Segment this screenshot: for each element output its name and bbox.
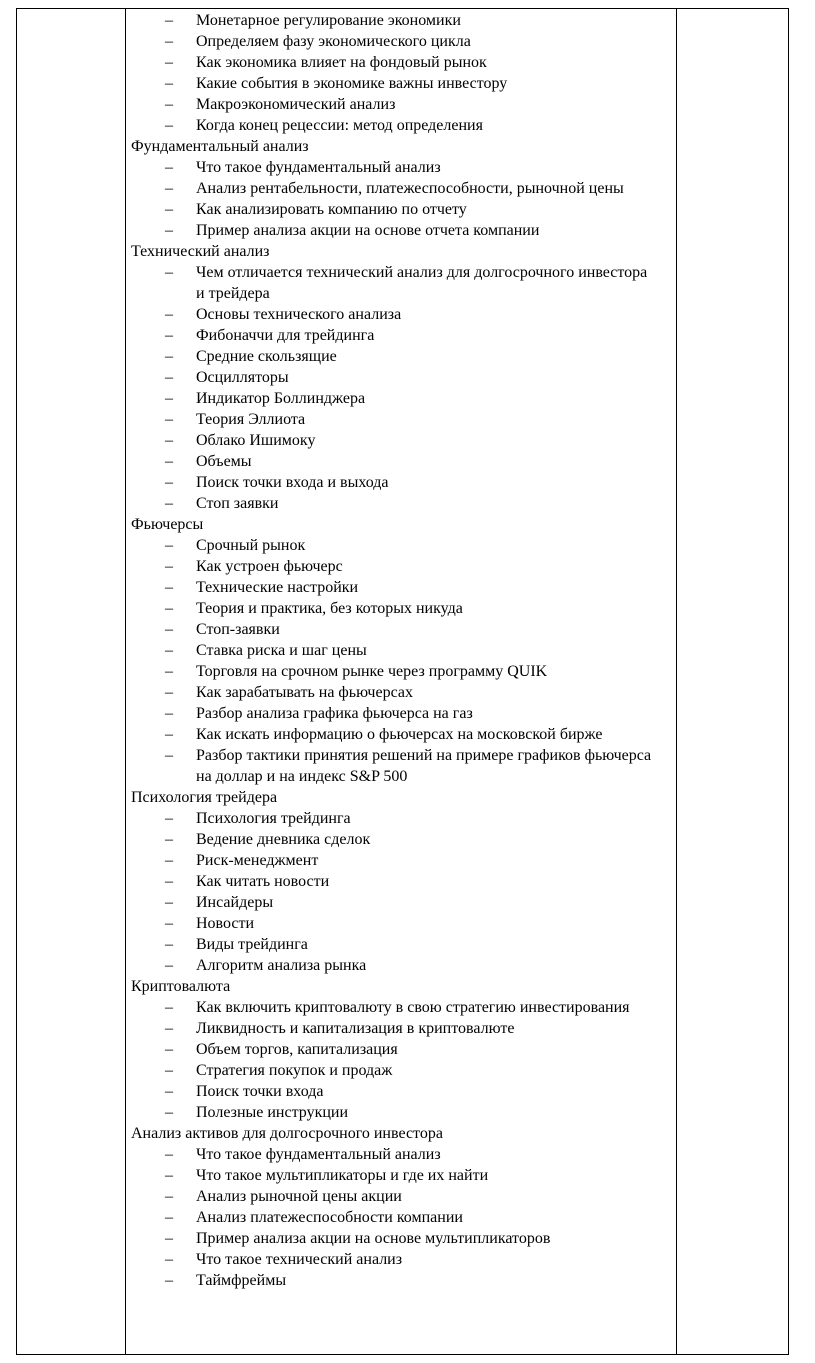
list-item-text: Ликвидность и капитализация в криптовалюте (196, 1020, 515, 1037)
list-item-text: Пример анализа акции на основе мультипликаторов (196, 1230, 551, 1247)
list-item (131, 934, 676, 955)
dash-bullet: – (165, 348, 173, 365)
list-item-text: Срочный рынок (196, 537, 306, 554)
list-item-text: Фибоначчи для трейдинга (196, 327, 375, 344)
list-item-text: Психология трейдинга (196, 810, 351, 827)
dash-bullet: – (165, 264, 173, 281)
list-item (131, 472, 676, 493)
list-item (131, 1102, 676, 1123)
dash-bullet: – (165, 831, 173, 848)
dash-bullet: – (165, 1209, 173, 1226)
list-item (131, 1270, 676, 1291)
list-item-text: Ставка риска и шаг цены (196, 642, 367, 659)
list-item-text: Как зарабатывать на фьючерсах (196, 684, 413, 701)
dash-bullet: – (165, 642, 173, 659)
dash-bullet: – (165, 1272, 173, 1289)
list-item-text: Таймфреймы (196, 1272, 287, 1289)
dash-bullet: – (165, 1146, 173, 1163)
section-title: Психология трейдера (131, 789, 278, 806)
list-item (131, 1060, 676, 1081)
dash-bullet: – (165, 411, 173, 428)
list-item-text: Средние скользящие (196, 348, 337, 365)
section-title: Фундаментальный анализ (131, 138, 309, 155)
dash-bullet: – (165, 915, 173, 932)
dash-bullet: – (165, 684, 173, 701)
dash-bullet: – (165, 873, 173, 890)
list-item-text: Макроэкономический анализ (196, 96, 396, 113)
dash-bullet: – (165, 705, 173, 722)
list-item (131, 262, 676, 304)
list-item-text: Как искать информацию о фьючерсах на московской бирже (196, 726, 603, 743)
dash-bullet: – (165, 369, 173, 386)
dash-bullet: – (165, 957, 173, 974)
list-item-text: Новости (196, 915, 255, 932)
section-title: Анализ активов для долгосрочного инвестора (131, 1125, 443, 1142)
section-item-list (131, 535, 676, 787)
dash-bullet: – (165, 1188, 173, 1205)
list-item-text: Облако Ишимоку (196, 432, 316, 449)
list-item (131, 871, 676, 892)
dash-bullet: – (165, 726, 173, 743)
list-item-text: Инсайдеры (196, 894, 274, 911)
list-item (131, 1228, 676, 1249)
list-item-text: Поиск точки входа (196, 1083, 324, 1100)
list-item (131, 346, 676, 367)
list-item (131, 388, 676, 409)
list-item (131, 1186, 676, 1207)
list-item (131, 52, 676, 73)
list-item-text: Теория и практика, без которых никуда (196, 600, 463, 617)
list-item (131, 598, 676, 619)
dash-bullet: – (165, 558, 173, 575)
dash-bullet: – (165, 432, 173, 449)
dash-bullet: – (165, 1062, 173, 1079)
list-item-text: Поиск точки входа и выхода (196, 474, 389, 491)
list-item-text: Как устроен фьючерс (196, 558, 343, 575)
list-item-text: Анализ рыночной цены акции (196, 1188, 402, 1205)
list-item (131, 619, 676, 640)
list-item (131, 892, 676, 913)
dash-bullet: – (165, 306, 173, 323)
dash-bullet: – (165, 1167, 173, 1184)
list-item (131, 535, 676, 556)
dash-bullet: – (165, 117, 173, 134)
dash-bullet: – (165, 663, 173, 680)
list-item (131, 94, 676, 115)
dash-bullet: – (165, 1230, 173, 1247)
list-item (131, 430, 676, 451)
list-item-text: Как читать новости (196, 873, 330, 890)
dash-bullet: – (165, 495, 173, 512)
list-item (131, 1081, 676, 1102)
section-title: Фьючерсы (131, 516, 204, 533)
list-item-text: Как анализировать компанию по отчету (196, 201, 467, 218)
dash-bullet: – (165, 810, 173, 827)
list-item-text: Технические настройки (196, 579, 359, 596)
list-item (131, 304, 676, 325)
dash-bullet: – (165, 537, 173, 554)
dash-bullet: – (165, 1041, 173, 1058)
list-item (131, 808, 676, 829)
dash-bullet: – (165, 96, 173, 113)
list-item-text: Что такое фундаментальный анализ (196, 159, 441, 176)
section-item-list (131, 262, 676, 514)
list-item (131, 1039, 676, 1060)
list-item-text: Стратегия покупок и продаж (196, 1062, 393, 1079)
list-item (131, 325, 676, 346)
list-item (131, 724, 676, 745)
dash-bullet: – (165, 936, 173, 953)
dash-bullet: – (165, 201, 173, 218)
list-item (131, 1165, 676, 1186)
section-item-list (131, 997, 676, 1123)
list-item-text: Полезные инструкции (196, 1104, 349, 1121)
list-item (131, 1249, 676, 1270)
list-item (131, 703, 676, 724)
list-item (131, 178, 676, 199)
dash-bullet: – (165, 33, 173, 50)
dash-bullet: – (165, 159, 173, 176)
list-item-text: Разбор анализа графика фьючерса на газ (196, 705, 473, 722)
dash-bullet: – (165, 222, 173, 239)
list-item-text: Чем отличается технический анализ для долгосрочного инвестора и трейдера (196, 264, 648, 302)
dash-bullet: – (165, 54, 173, 71)
list-item-text: Риск-менеджмент (196, 852, 319, 869)
list-item (131, 10, 676, 31)
list-item-text: Когда конец рецессии: метод определения (196, 117, 483, 134)
section-item-list (131, 808, 676, 976)
list-item (131, 1207, 676, 1228)
document-table (16, 8, 789, 1355)
list-item (131, 1018, 676, 1039)
dash-bullet: – (165, 1083, 173, 1100)
dash-bullet: – (165, 453, 173, 470)
list-item (131, 682, 676, 703)
table-left-column (17, 9, 126, 1354)
dash-bullet: – (165, 12, 173, 29)
table-content-column (126, 9, 676, 1354)
dash-bullet: – (165, 1020, 173, 1037)
dash-bullet: – (165, 600, 173, 617)
list-item-text: Торговля на срочном рынке через программу QUIK (196, 663, 548, 680)
list-item-text: Что такое мультипликаторы и где их найти (196, 1167, 489, 1184)
list-item-text: Что такое технический анализ (196, 1251, 403, 1268)
list-item (131, 409, 676, 430)
list-item (131, 1144, 676, 1165)
table-right-column (676, 9, 788, 1354)
list-item-text: Осцилляторы (196, 369, 289, 386)
list-item-text: Определяем фазу экономического цикла (196, 33, 471, 50)
list-item-text: Пример анализа акции на основе отчета компании (196, 222, 540, 239)
dash-bullet: – (165, 579, 173, 596)
list-item-text: Монетарное регулирование экономики (196, 12, 461, 29)
dash-bullet: – (165, 747, 173, 764)
list-item (131, 199, 676, 220)
list-item-text: Что такое фундаментальный анализ (196, 1146, 441, 1163)
list-item (131, 115, 676, 136)
list-item (131, 157, 676, 178)
dash-bullet: – (165, 1251, 173, 1268)
list-item-text: Индикатор Боллинджера (196, 390, 366, 407)
list-item (131, 493, 676, 514)
list-item (131, 451, 676, 472)
list-item-text: Как экономика влияет на фондовый рынок (196, 54, 487, 71)
section-item-list (131, 10, 676, 136)
list-item-text: Разбор тактики принятия решений на примере графиков фьючерса на доллар и на индекс S&P 500 (196, 747, 652, 785)
list-item (131, 31, 676, 52)
list-item (131, 577, 676, 598)
list-item (131, 220, 676, 241)
dash-bullet: – (165, 894, 173, 911)
dash-bullet: – (165, 327, 173, 344)
list-item (131, 745, 676, 787)
list-item-text: Какие события в экономике важны инвестору (196, 75, 508, 92)
list-item (131, 829, 676, 850)
list-item-text: Объемы (196, 453, 252, 470)
list-item (131, 556, 676, 577)
dash-bullet: – (165, 474, 173, 491)
dash-bullet: – (165, 852, 173, 869)
section-title: Криптовалюта (131, 978, 231, 995)
list-item (131, 850, 676, 871)
section-item-list (131, 1144, 676, 1291)
list-item-text: Виды трейдинга (196, 936, 308, 953)
list-item (131, 997, 676, 1018)
list-item-text: Стоп-заявки (196, 621, 280, 638)
list-item (131, 955, 676, 976)
dash-bullet: – (165, 621, 173, 638)
list-item-text: Теория Эллиота (196, 411, 306, 428)
list-item-text: Стоп заявки (196, 495, 279, 512)
section-item-list (131, 157, 676, 241)
list-item-text: Как включить криптовалюту в свою стратегию инвестирования (196, 999, 630, 1016)
list-item-text: Объем торгов, капитализация (196, 1041, 398, 1058)
section-title: Технический анализ (131, 243, 270, 260)
list-item (131, 913, 676, 934)
list-item (131, 661, 676, 682)
dash-bullet: – (165, 390, 173, 407)
list-item-text: Алгоритм анализа рынка (196, 957, 367, 974)
dash-bullet: – (165, 1104, 173, 1121)
dash-bullet: – (165, 999, 173, 1016)
list-item (131, 73, 676, 94)
list-item-text: Основы технического анализа (196, 306, 402, 323)
list-item-text: Анализ платежеспособности компании (196, 1209, 463, 1226)
list-item (131, 640, 676, 661)
dash-bullet: – (165, 75, 173, 92)
dash-bullet: – (165, 180, 173, 197)
list-item-text: Анализ рентабельности, платежеспособности, рыночной цены (196, 180, 624, 197)
list-item (131, 367, 676, 388)
list-item-text: Ведение дневника сделок (196, 831, 371, 848)
